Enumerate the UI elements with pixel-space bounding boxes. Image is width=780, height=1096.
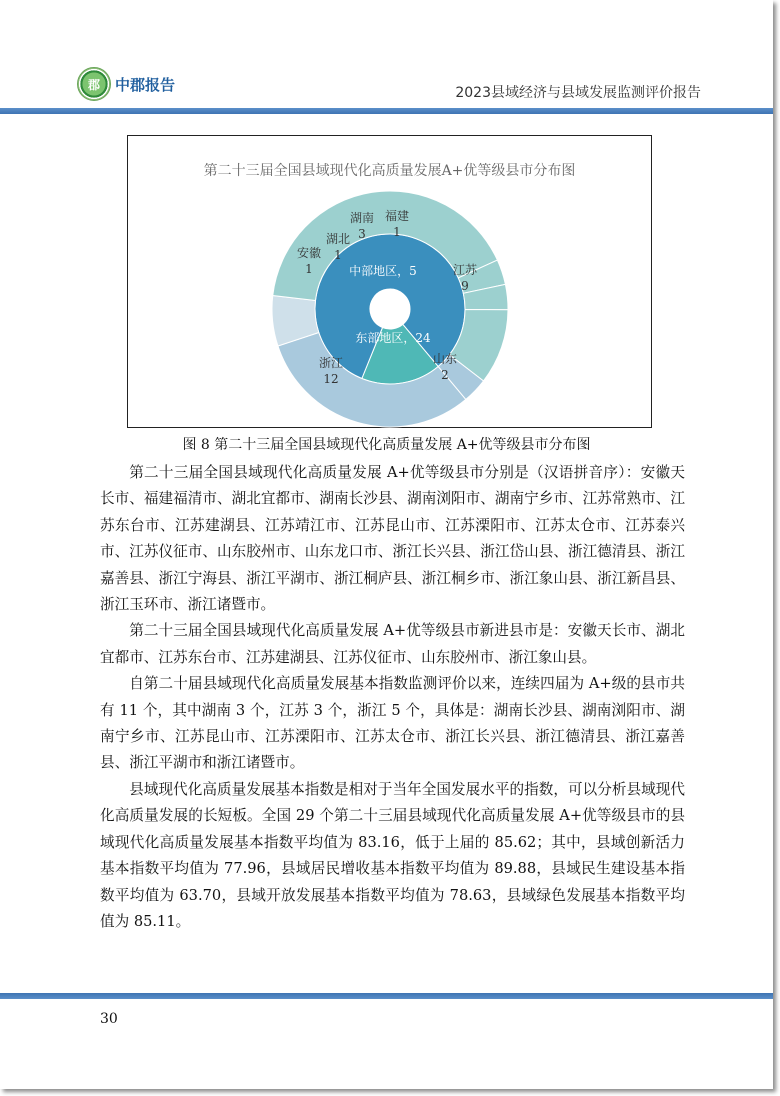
brand-name: 中郡报告 xyxy=(115,76,176,94)
chart-title: 第二十三届全国县域现代化高质量发展A+优等级县市分布图 xyxy=(203,163,576,179)
outer-label-name-2: 湖南 xyxy=(349,211,375,225)
body-text xyxy=(100,460,685,935)
sunburst-chart xyxy=(128,136,653,429)
paragraph: 第二十三届全国县域现代化高质量发展 A+优等级县市新进县市是：安徽天长市、湖北宜都市、江苏东台市、江苏建湖县、江苏仪征市、山东胶州市、浙江象山县。 xyxy=(100,622,685,666)
header-divider xyxy=(0,108,773,114)
outer-label-name-5: 山东 xyxy=(432,352,458,366)
outer-label-value-6: 12 xyxy=(323,372,339,386)
outer-label-value-0: 1 xyxy=(305,262,313,276)
footer-divider xyxy=(0,993,773,999)
outer-label-value-4: 9 xyxy=(461,279,469,293)
outer-label-value-5: 2 xyxy=(441,368,449,382)
paragraph: 自第二十届县域现代化高质量发展基本指数监测评价以来，连续四届为 A+级的县市共有 11 个，其中湖南 3 个，江苏 3 个，浙江 5 个，具体是：湖南长沙县、湖南浏阳市、湖南宁乡市、江苏昆山市、江苏溧阳市、江苏太仓市、浙江长兴县、浙江德清县、浙江嘉善县、浙江平湖市和浙江诸暨市。 xyxy=(100,675,685,772)
outer-label-value-3: 1 xyxy=(393,225,401,239)
outer-label-name-0: 安徽 xyxy=(296,246,322,260)
outer-label-value-1: 1 xyxy=(334,248,342,262)
chart-frame xyxy=(127,135,652,428)
outer-label-value-2: 3 xyxy=(358,227,366,241)
report-title: 2023县域经济与县域发展监测评价报告 xyxy=(455,85,701,101)
page-number: 30 xyxy=(100,1011,118,1027)
outer-label-name-6: 浙江 xyxy=(318,356,344,370)
page-header xyxy=(0,0,773,118)
paragraph: 第二十三届全国县域现代化高质量发展 A+优等级县市分别是（汉语拼音序）：安徽天长市、福建福清市、湖北宜都市、湖南长沙县、湖南浏阳市、湖南宁乡市、江苏常熟市、江苏东台市、江苏建湖县、江苏靖江市、江苏昆山市、江苏溧阳市、江苏太仓市、江苏泰兴市、江苏仪征市、山东胶州市、山东龙口市、浙江长兴县、浙江岱山县、浙江德清县、浙江嘉善县、浙江宁海县、浙江平湖市、浙江桐庐县、浙江桐乡市、浙江象山县、浙江新昌县、浙江玉环市、浙江诸暨市。 xyxy=(100,464,685,614)
outer-label-name-3: 福建 xyxy=(384,209,410,223)
outer-label-name-4: 江苏 xyxy=(452,263,478,277)
paragraph: 县域现代化高质量发展基本指数是相对于当年全国发展水平的指数，可以分析县域现代化高质量发展的长短板。全国 29 个第二十三届县域现代化高质量发展 A+优等级县市的县域现代化高质量发展基本指数平均值为 83.16，低于上届的 85.62；其中，县域创新活力基本指数平均值为 77.96，县域居民增收基本指数平均值为 89.88，县域民生建设基本指数平均值为 63.70，县域开放发展基本指数平均值为 78.63，县域绿色发展基本指数平均值为 85.11。 xyxy=(100,780,685,930)
figure-caption: 图 8 第二十三届全国县域现代化高质量发展 A+优等级县市分布图 xyxy=(182,437,591,453)
brand-logo-icon: 郡 xyxy=(77,67,111,101)
inner-label-1: 东部地区，24 xyxy=(355,331,431,345)
outer-label-name-1: 湖北 xyxy=(325,232,351,246)
inner-label-0: 中部地区，5 xyxy=(349,264,417,278)
